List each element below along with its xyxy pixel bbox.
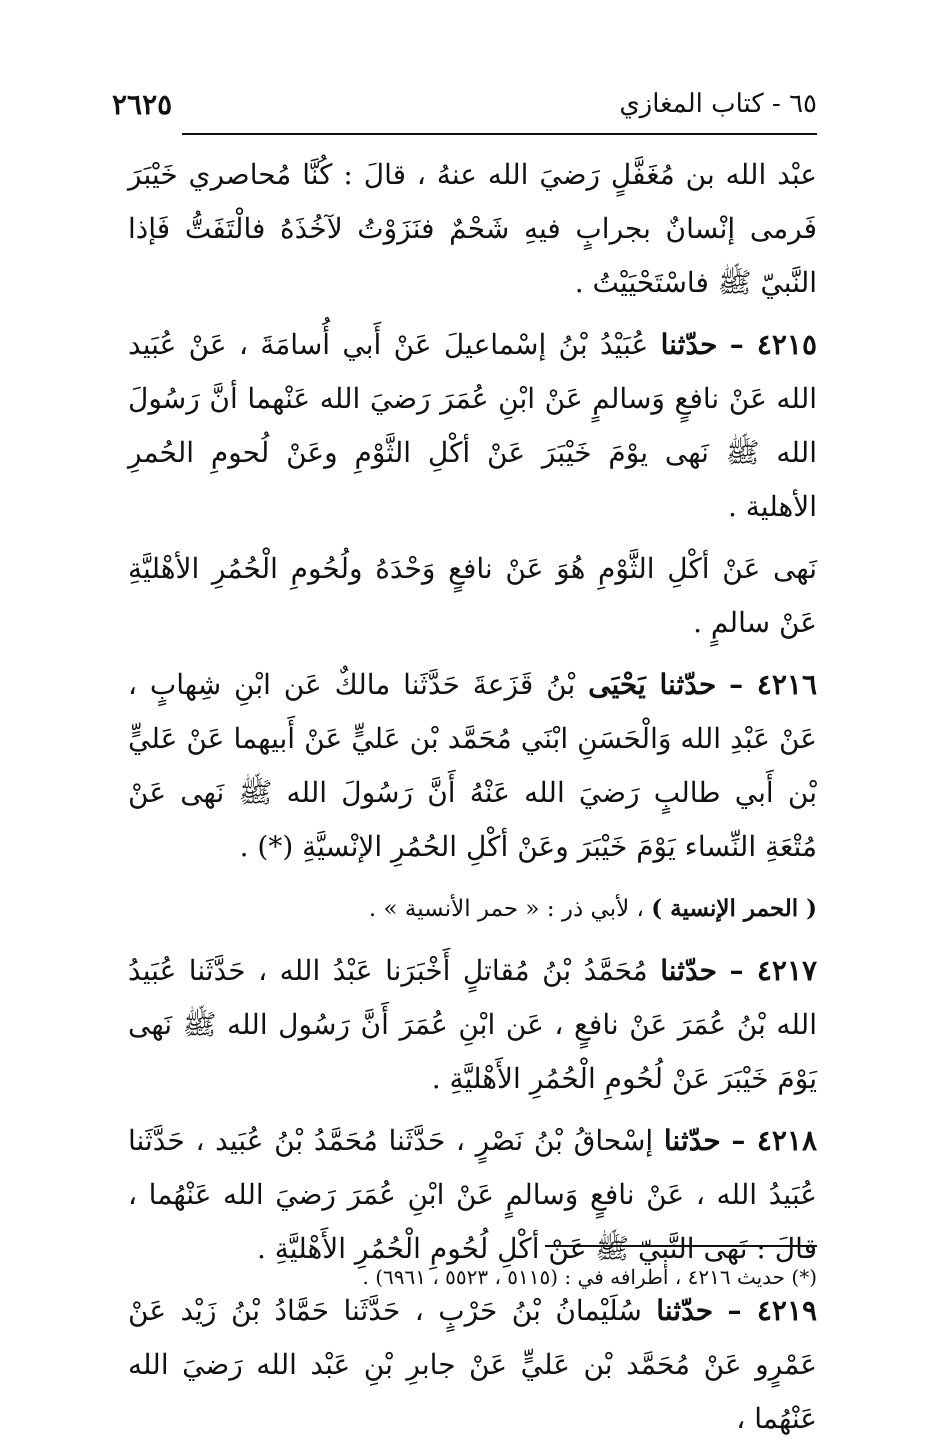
hadith-4216 <box>128 658 817 874</box>
hadith-4217 <box>128 944 817 1106</box>
paragraph-note <box>128 542 817 650</box>
header-rule <box>182 133 817 135</box>
hadith-4219 <box>128 1284 817 1446</box>
hadith-intro: حدّثنا <box>660 954 717 987</box>
paragraph-continuation <box>128 148 817 310</box>
hadith-number: ٤٢١٩ – <box>727 1294 818 1327</box>
hadith-intro: حدّثنا <box>660 328 718 361</box>
page-header <box>112 82 817 126</box>
hadith-4215 <box>128 318 817 534</box>
hadith-text: مُحَمَّدُ بْنُ مُقاتلٍ أَخْبَرَنا عَبْدُ الله ، حَدَّثَنا عُبَيدُ الله بْنُ عُمَرَ عَنْ نافعٍ ، عَن ابْنِ عُمَرَ أَنَّ رَسُول الله ﷺ نَهى يَوْمَ خَيْبَرَ عَنْ لُحُومِ الْحُمُرِ الأَهْليَّةِ . <box>128 954 817 1095</box>
hadith-intro: حدّثنا <box>656 1294 714 1327</box>
hadith-intro: حدّثنا <box>663 1124 721 1157</box>
hadith-number: ٤٢١٨ – <box>731 1124 817 1157</box>
page-number: ٢٦٢٥ <box>112 87 173 121</box>
hadith-text: إسْحاقُ بْنُ نَصْرٍ ، حَدَّثَنا مُحَمَّدُ بْنُ عُبَيد ، حَدَّثَنا عُبَيدُ الله ، عَنْ نافعٍ وَسالمٍ عَنْ ابْنِ عُمَرَ رَضيَ الله عَنْهُما ، قالَ : نَهى النَّبيّ ﷺ عَنْ أكْلِ لُحُومِ الْحُمُرِ الأَهْليَّةِ . <box>128 1124 817 1265</box>
footnote-rule <box>545 1245 817 1247</box>
hadith-number: ٤٢١٦ – <box>729 668 817 701</box>
paragraph-text: عبْد الله بن مُغَفَّلٍ رَضيَ الله عنهُ ، قالَ : كُنَّا مُحاصري خَيْبَرَ فَرمى إنْسانٌ بجرابٍ فيهِ شَحْمٌ فنَزَوْتُ لآخُذَهُ فالْتَفَتُّ فَإذا النَّبيّ ﷺ فاسْتَحْيَيْتُ . <box>128 158 817 299</box>
variant-note <box>128 882 817 936</box>
hadith-4218 <box>128 1114 817 1276</box>
paragraph-text: نَهى عَنْ أكْلِ الثَّوْمِ هُوَ عَنْ نافعٍ وَحْدَهُ ولُحُومِ الْحُمُرِ الأهْليَّةِ عَنْ سالمٍ . <box>128 552 817 639</box>
hadith-text: عُبَيْدُ بْنُ إسْماعيلَ عَنْ أَبي أُسامَةَ ، عَنْ عُبَيد الله عَنْ نافعٍ وَسالمٍ عَنْ ابْنِ عُمَرَ رَضيَ الله عَنْهما أنَّ رَسُولَ الله ﷺ نَهى يوْمَ خَيْبَرَ عَنْ أكْلِ الثَّوْمِ وعَنْ لُحومِ الحُمرِ الأهلية . <box>128 328 817 523</box>
hadith-text: سُلَيْمانُ بْنُ حَرْبٍ ، حَدَّثَنا حَمَّادُ بْنُ زَيْد عَنْ عَمْرٍو عَنْ مُحَمَّد بْن عَليٍّ عَنْ جابرِ بْنِ عَبْد الله رَضيَ الله عَنْهُما ، <box>128 1294 817 1435</box>
page-body <box>128 148 817 1454</box>
hadith-number: ٤٢١٧ – <box>729 954 818 987</box>
footnote: (*) حديث ٤٢١٦ ، أطرافه في : (٥١١٥ ، ٥٥٢٣ ، ٦٩٦١) . <box>362 1265 817 1289</box>
chapter-title: ٦٥ - كتاب المغازي <box>619 89 817 119</box>
variant-term: ( الحمر الإنسية ) <box>651 895 817 922</box>
hadith-text: بْنُ قَزَعةَ حَدَّثَنا مالكٌ عَن ابْنِ شِهابٍ ، عَنْ عَبْدِ الله وَالْحَسَنِ ابْنَي مُحَمَّد بْن عَليٍّ عَنْ أَبيهما عَنْ عَليٍّ بْن أَبي طالبٍ رَضيَ الله عَنْهُ أَنَّ رَسُولَ الله ﷺ نَهى عَنْ مُتْعَةِ النِّساء يَوْمَ خَيْبَرَ وعَنْ أكْلِ الحُمُرِ الإنْسيَّةِ (*) . <box>128 668 817 863</box>
hadith-number: ٤٢١٥ – <box>729 328 817 361</box>
variant-text: ، لأبي ذر : « حمر الأنسية » . <box>368 896 644 922</box>
hadith-intro: حدّثنا يَحْيَى <box>588 668 717 701</box>
